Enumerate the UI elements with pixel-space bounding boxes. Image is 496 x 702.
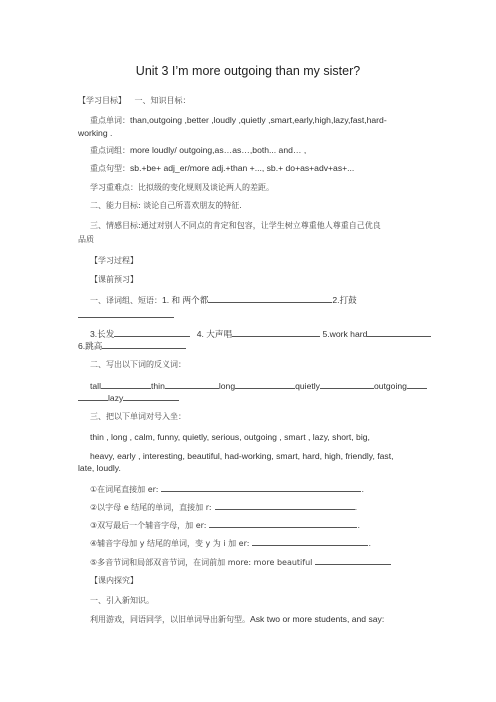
- answer-blank[interactable]: [235, 380, 295, 389]
- rule-1: ①在词尾直接加 er:: [90, 485, 159, 494]
- answer-blank[interactable]: [161, 483, 361, 492]
- rule-3: ③双写最后一个辅音字母，加 er:: [90, 521, 207, 530]
- word-list-line-2: heavy, early , interesting, beautiful, had-working, smart, hard, high, friendly, fast,: [90, 451, 394, 461]
- rule-end-mark: .: [357, 521, 361, 530]
- rule-end-mark: .: [354, 503, 358, 512]
- game-line: [90, 614, 384, 625]
- translate-q2: 2.打鼓: [332, 295, 357, 305]
- objectives-header: 【学习目标】: [78, 96, 126, 105]
- rule-line-4: [90, 537, 371, 549]
- translate-line-2: [90, 328, 431, 340]
- key-phrases-line: [90, 145, 306, 156]
- antonyms-line: [90, 380, 427, 392]
- preview-header: 【课前预习】: [90, 275, 138, 284]
- rule-line-3: [90, 519, 360, 531]
- emotion-goal-continued: 品质: [78, 235, 94, 244]
- answer-blank[interactable]: [215, 501, 355, 510]
- objectives-line: [78, 95, 191, 106]
- emotion-goal: 三、情感目标:通过对别人不同点的肯定和包容，让学生树立尊重他人尊重自己优良: [90, 221, 381, 230]
- answer-blank[interactable]: [165, 380, 219, 389]
- answer-blank[interactable]: [407, 380, 427, 389]
- translate-q3: 3.长发: [90, 329, 115, 339]
- ability-goal: 二、能力目标: 谈论自己所喜欢朋友的特征.: [90, 201, 242, 210]
- answer-blank[interactable]: [101, 380, 151, 389]
- word-list-line-3: late, loudly.: [78, 463, 121, 473]
- translate-q1: 1. 和 两个都: [162, 295, 209, 305]
- key-words-line: [90, 115, 387, 126]
- process-header: 【学习过程】: [90, 256, 138, 265]
- translate-q4: 4. 大声唱: [196, 329, 233, 339]
- antonym-word: quietly: [295, 381, 320, 391]
- rule-5: ⑤多音节词和局部双音节词，在词前加 more: more beautiful: [90, 558, 313, 567]
- translate-line-2-continued: [78, 340, 186, 352]
- key-difficulty: 学习重难点：比拟级的变化规则及谈论两人的差距。: [90, 183, 274, 192]
- key-phrases-label: 重点词组：: [90, 146, 130, 155]
- antonym-word: lazy: [108, 393, 124, 403]
- translate-line-1-continued: [78, 309, 174, 321]
- game-line-english: Ask two or more students, and say:: [250, 614, 385, 624]
- key-sentences-text: sb.+be+ adj_er/more adj.+than +..., sb.+ do+as+adv+as+...: [130, 163, 355, 173]
- answer-blank[interactable]: [208, 294, 332, 303]
- rule-line-5: [90, 556, 391, 568]
- translate-line-1: [90, 294, 357, 306]
- key-sentences-line: [90, 163, 354, 174]
- translate-intro: 一、译词组、短语：: [90, 296, 162, 305]
- rule-line-2: [90, 501, 357, 513]
- game-line-chinese: 利用游戏，同语同学，以旧单词导出新句型。: [90, 615, 250, 624]
- antonym-word: tall: [90, 381, 101, 391]
- answer-blank[interactable]: [209, 519, 357, 528]
- key-phrases-text: more loudly/ outgoing,as…as…,both... and… ,: [130, 145, 307, 155]
- answer-blank[interactable]: [123, 392, 179, 401]
- answer-blank[interactable]: [315, 556, 391, 565]
- key-words-continued: working .: [78, 128, 113, 138]
- intro-new-knowledge: 一、引入新知识。: [90, 596, 154, 605]
- word-list-line-1: thin , long , calm, funny, quietly, serious, outgoing , smart , lazy, short, big,: [90, 432, 370, 442]
- key-words-label: 重点单词：: [90, 116, 130, 125]
- answer-blank[interactable]: [367, 328, 431, 337]
- translate-q6: 6.跳高: [78, 341, 103, 351]
- answer-blank[interactable]: [114, 328, 190, 337]
- antonym-word: outgoing: [373, 381, 407, 391]
- rule-end-mark: .: [368, 539, 371, 548]
- rule-2: ②以字母 e 结尾的单词，直接加 r:: [90, 503, 212, 512]
- key-words-text: than,outgoing ,better ,loudly ,quietly ,smart,early,high,lazy,fast,hard-: [130, 115, 387, 125]
- rule-4: ④辅音字母加 y 结尾的单词，变 y 为 i 加 er:: [90, 539, 250, 548]
- rule-line-1: [90, 483, 364, 495]
- antonym-word: thin: [151, 381, 165, 391]
- answer-blank[interactable]: [320, 380, 374, 389]
- explore-header: 【课内探究】: [90, 576, 138, 585]
- rule-end-mark: .: [361, 485, 365, 494]
- answer-blank[interactable]: [78, 309, 174, 318]
- answer-blank[interactable]: [102, 340, 186, 349]
- antonym-word: long: [218, 381, 236, 391]
- answer-blank[interactable]: [252, 537, 368, 546]
- page-title: Unit 3 I’m more outgoing than my sister?: [135, 64, 361, 78]
- antonyms-line-continued: [78, 392, 179, 404]
- key-sentences-label: 重点句型：: [90, 164, 130, 173]
- answer-blank[interactable]: [232, 328, 320, 337]
- sort-intro: 三、把以下单词对号入坐：: [90, 412, 186, 421]
- answer-blank[interactable]: [78, 392, 108, 401]
- antonyms-intro: 二、写出以下词的反义词：: [90, 360, 186, 369]
- knowledge-goals-label: 一、知识目标：: [134, 96, 191, 105]
- translate-q5: 5.work hard: [322, 329, 368, 339]
